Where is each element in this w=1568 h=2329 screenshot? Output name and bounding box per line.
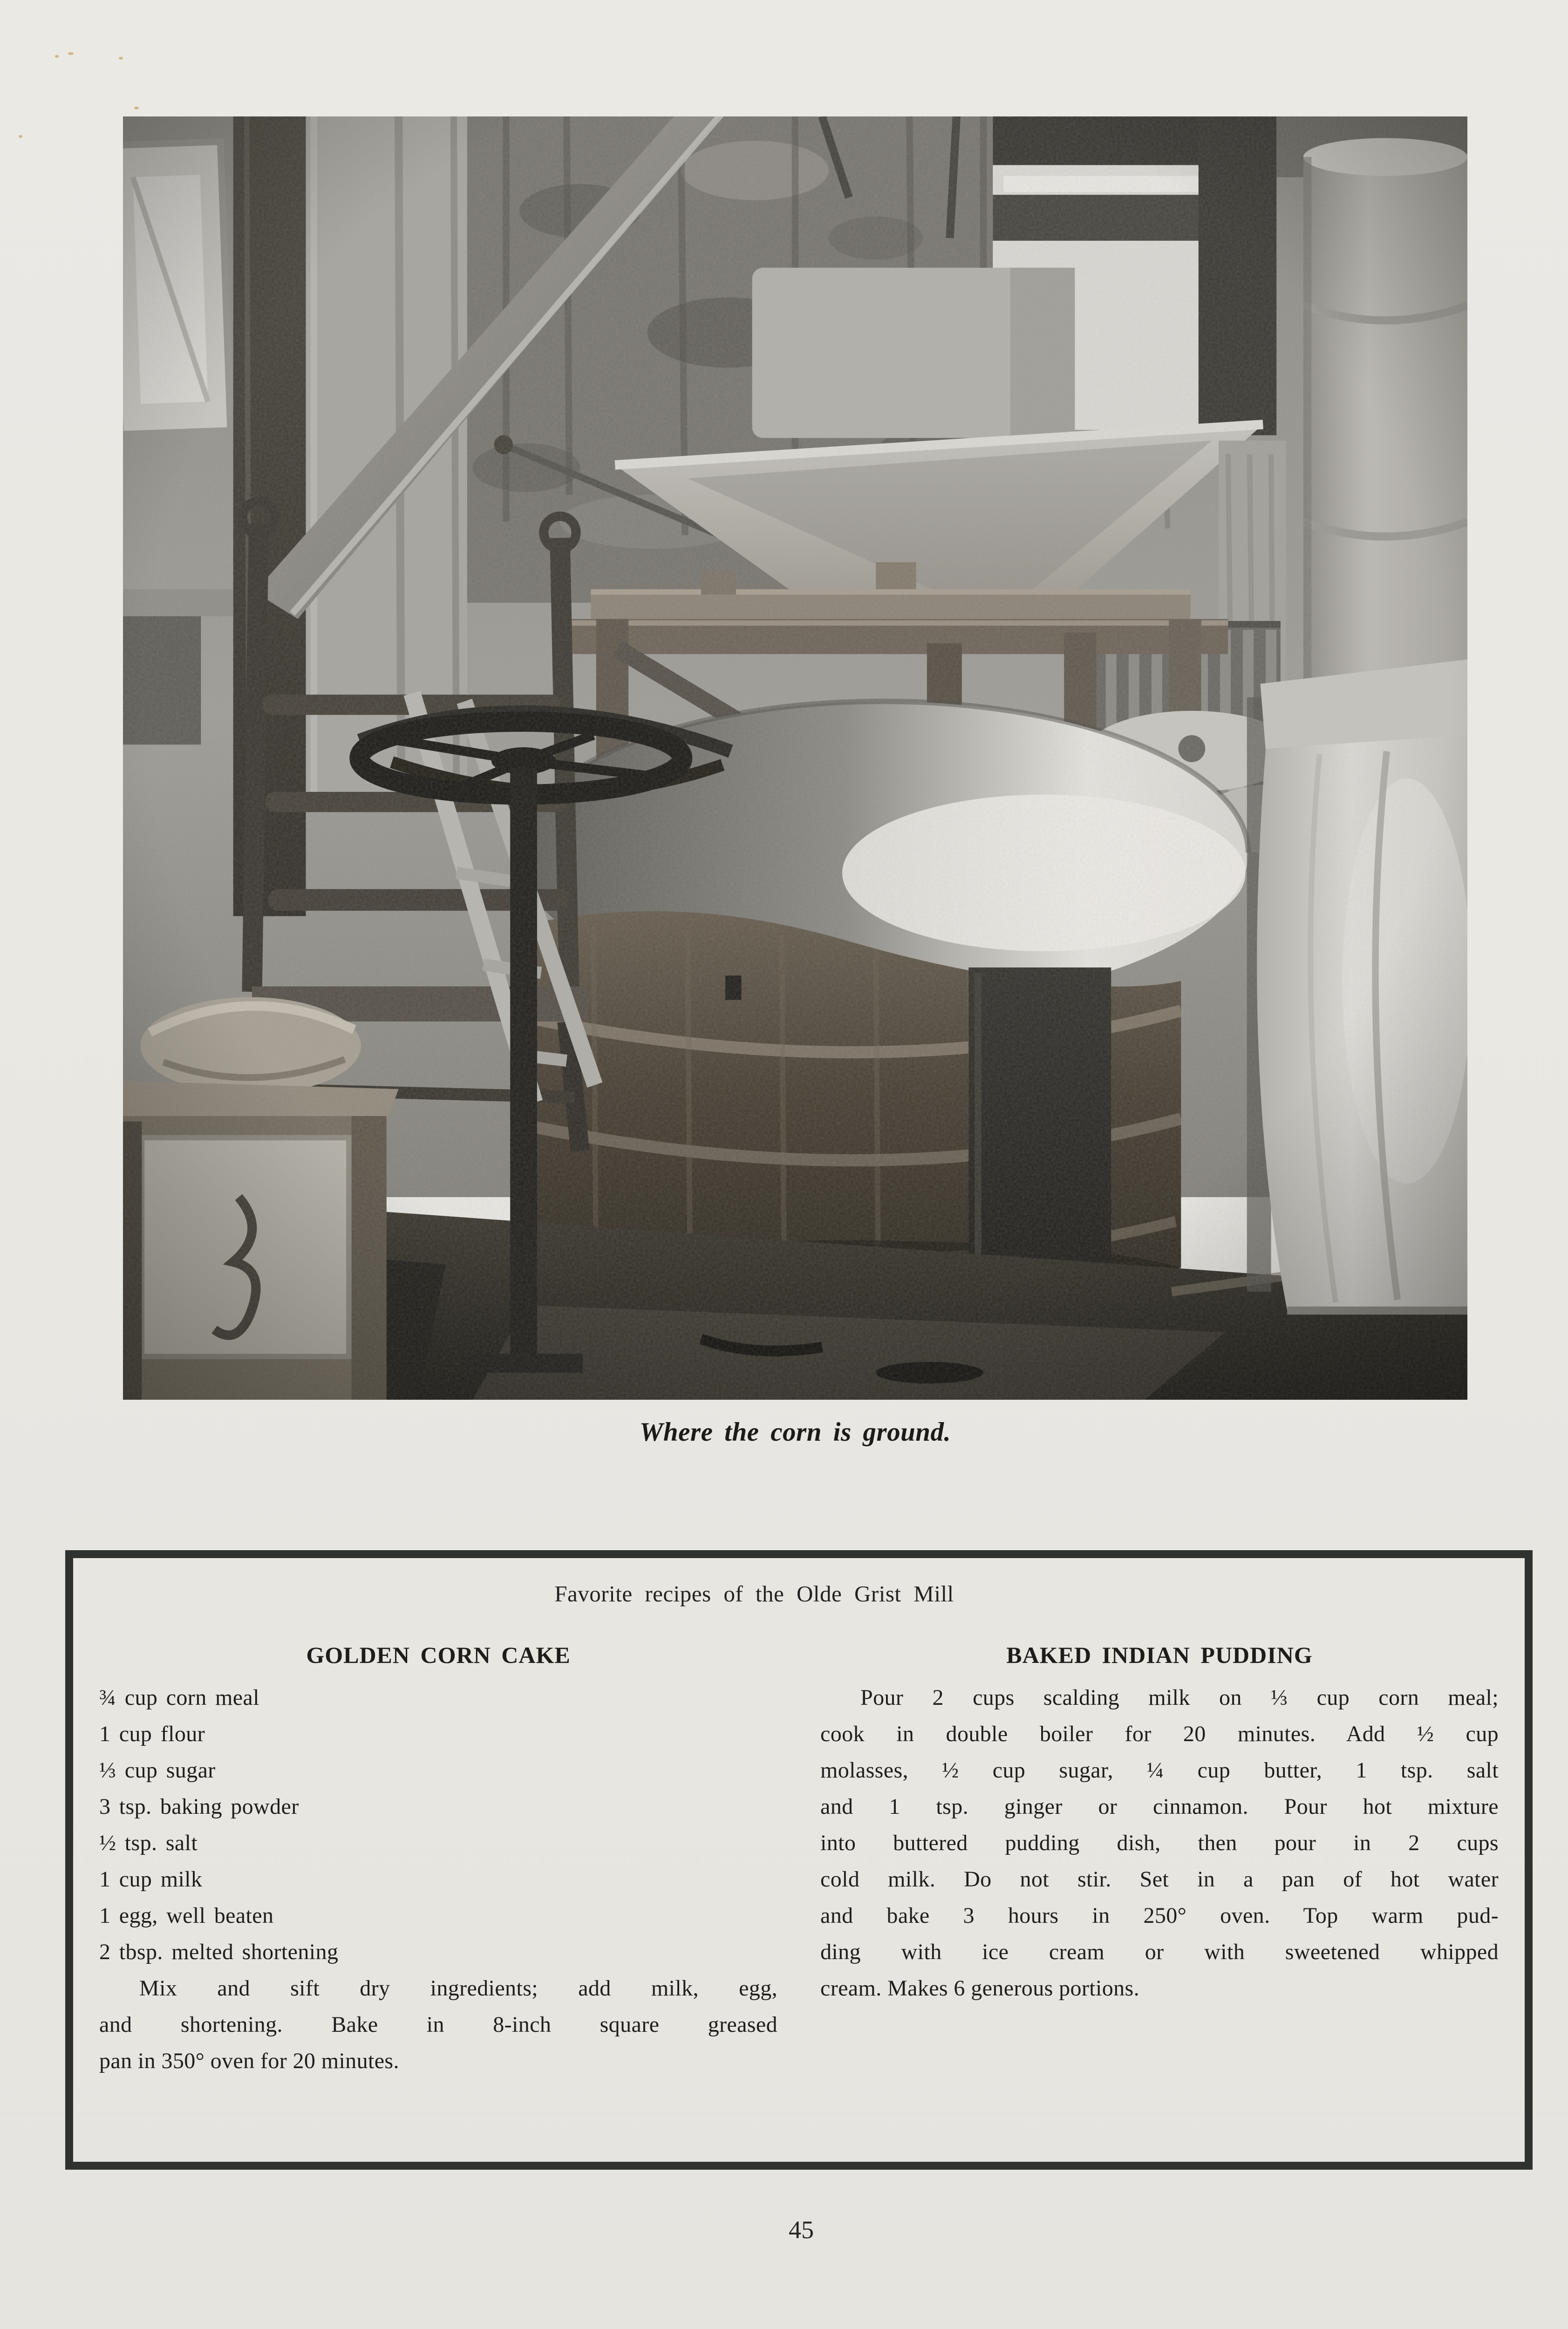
foxing-speck bbox=[119, 57, 123, 60]
grist-mill-photo-art bbox=[123, 116, 1467, 1400]
recipe-corn-cake bbox=[99, 1641, 777, 2079]
recipe-title-indian-pudding: BAKED INDIAN PUDDING bbox=[1006, 1642, 1313, 1668]
foxing-speck bbox=[68, 52, 74, 55]
ingredient-line: ⅓ cup sugar bbox=[99, 1758, 216, 1783]
instruction-line: ding with ice cream or with sweetened whipped bbox=[820, 1940, 1499, 1964]
page-number: 45 bbox=[789, 2216, 814, 2244]
instruction-line: pan in 350° oven for 20 minutes. bbox=[99, 2049, 399, 2073]
foxing-speck bbox=[19, 135, 22, 138]
ingredient-line: ¾ cup corn meal bbox=[99, 1685, 259, 1710]
grist-mill-photo bbox=[123, 116, 1467, 1400]
recipe-columns bbox=[73, 1641, 1525, 2079]
ingredient-line: 1 cup flour bbox=[99, 1722, 205, 1746]
instruction-line: Pour 2 cups scalding milk on ⅓ cup corn meal; bbox=[860, 1685, 1499, 1710]
ingredient-line: 2 tbsp. melted shortening bbox=[99, 1940, 339, 1964]
vignette bbox=[123, 116, 1467, 1400]
ingredient-line: 1 egg, well beaten bbox=[99, 1903, 274, 1928]
ingredient-line: ½ tsp. salt bbox=[99, 1831, 198, 1855]
ingredient-line: 1 cup milk bbox=[99, 1867, 203, 1892]
photo-caption: Where the corn is ground. bbox=[639, 1417, 951, 1447]
instruction-line: into buttered pudding dish, then pour in 2 cups bbox=[820, 1831, 1499, 1855]
recipe-title-corn-cake: GOLDEN CORN CAKE bbox=[306, 1642, 571, 1668]
instruction-line: cream. Makes 6 generous portions. bbox=[820, 1976, 1140, 2001]
instruction-line: and 1 tsp. ginger or cinnamon. Pour hot mixture bbox=[820, 1794, 1499, 1819]
instruction-line: and shortening. Bake in 8-inch square greased bbox=[99, 2012, 777, 2037]
recipe-box-header: Favorite recipes of the Olde Grist Mill bbox=[554, 1581, 954, 1607]
instruction-line: cold milk. Do not stir. Set in a pan of hot water bbox=[820, 1867, 1499, 1892]
instruction-line: and bake 3 hours in 250° oven. Top warm pud- bbox=[820, 1903, 1499, 1928]
instruction-line: molasses, ½ cup sugar, ¼ cup butter, 1 tsp. salt bbox=[820, 1758, 1499, 1783]
foxing-speck bbox=[134, 107, 139, 109]
instruction-line: cook in double boiler for 20 minutes. Add ½ cup bbox=[820, 1722, 1499, 1746]
foxing-speck bbox=[55, 55, 59, 58]
instruction-line: Mix and sift dry ingredients; add milk, egg, bbox=[139, 1976, 777, 2001]
recipe-box bbox=[65, 1550, 1533, 2170]
recipe-indian-pudding bbox=[820, 1641, 1499, 2079]
ingredient-line: 3 tsp. baking powder bbox=[99, 1794, 299, 1819]
